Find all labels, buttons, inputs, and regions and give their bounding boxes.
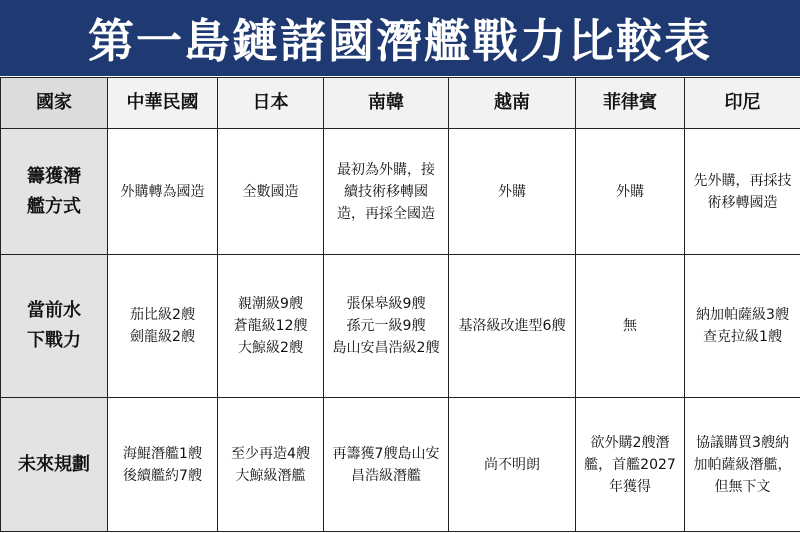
table-cell <box>576 398 685 532</box>
cell-text: 欲外購2艘潛 艦，首艦2027 年獲得 <box>584 434 676 495</box>
header-country-south-korea: 南韓 <box>324 78 449 129</box>
table-cell <box>324 398 449 532</box>
header-row <box>1 78 800 129</box>
cell-text: 張保皋級9艘 孫元一級9艘 島山安昌浩級2艘 <box>332 296 440 356</box>
title-banner <box>0 0 800 76</box>
table-cell <box>576 255 685 398</box>
table-cell <box>449 398 576 532</box>
cell-text: 外購 <box>498 183 526 200</box>
table-row-future-plans <box>1 398 800 532</box>
row-header-label: 未來規劃 <box>18 453 90 475</box>
row-header-current-strength <box>1 255 108 398</box>
table-row-acquisition-method <box>1 129 800 255</box>
header-country-label: 國家 <box>1 78 108 129</box>
header-country-japan: 日本 <box>218 78 324 129</box>
cell-text: 茄比級2艘 劍龍級2艘 <box>130 307 195 345</box>
header-country-indonesia: 印尼 <box>685 78 800 129</box>
cell-text: 全數國造 <box>242 183 299 200</box>
table-cell <box>108 398 218 532</box>
row-header-label: 當前水 下戰力 <box>27 300 81 351</box>
cell-text: 協議購買3艘納 加帕薩級潛艦， 但無下文 <box>693 434 792 495</box>
cell-text: 外購轉為國造 <box>120 183 205 200</box>
table-cell <box>108 129 218 255</box>
table-cell <box>218 129 324 255</box>
table-cell <box>576 129 685 255</box>
row-header-future-plans <box>1 398 108 532</box>
table-cell <box>685 129 800 255</box>
cell-text: 尚不明朗 <box>484 456 540 473</box>
table-cell <box>324 129 449 255</box>
table-cell <box>685 398 800 532</box>
header-country-roc: 中華民國 <box>108 78 218 129</box>
cell-text: 再籌獲7艘島山安 昌浩級潛艦 <box>332 445 440 484</box>
table-cell <box>218 255 324 398</box>
table-cell <box>449 255 576 398</box>
header-country-philippines: 菲律賓 <box>576 78 685 129</box>
row-header-label: 籌獲潛 艦方式 <box>27 165 81 217</box>
cell-text: 最初為外購，接 續技術移轉國 造，再採全國造 <box>337 161 435 222</box>
cell-text: 外購 <box>616 183 644 200</box>
table-row-current-underwater-strength <box>1 255 800 398</box>
header-country-vietnam: 越南 <box>449 78 576 129</box>
submarine-comparison-table <box>0 77 800 532</box>
cell-text: 無 <box>623 318 637 334</box>
cell-text: 海鯤潛艦1艘 後續艦約7艘 <box>123 445 202 484</box>
cell-text: 納加帕薩級3艘 查克拉級1艘 <box>696 307 789 345</box>
cell-text: 基洛級改進型6艘 <box>458 318 566 334</box>
table-cell <box>218 398 324 532</box>
cell-text: 至少再造4艘 大鯨級潛艦 <box>231 445 310 484</box>
page-title: 第一島鏈諸國潛艦戰力比較表 <box>88 14 712 68</box>
table-cell <box>108 255 218 398</box>
cell-text: 親潮級9艘 蒼龍級12艘 大鯨級2艘 <box>233 296 308 356</box>
table-cell <box>324 255 449 398</box>
row-header-acquisition-method <box>1 129 108 255</box>
table-cell <box>685 255 800 398</box>
cell-text: 先外購，再採技 術移轉國造 <box>693 172 792 211</box>
table-cell <box>449 129 576 255</box>
